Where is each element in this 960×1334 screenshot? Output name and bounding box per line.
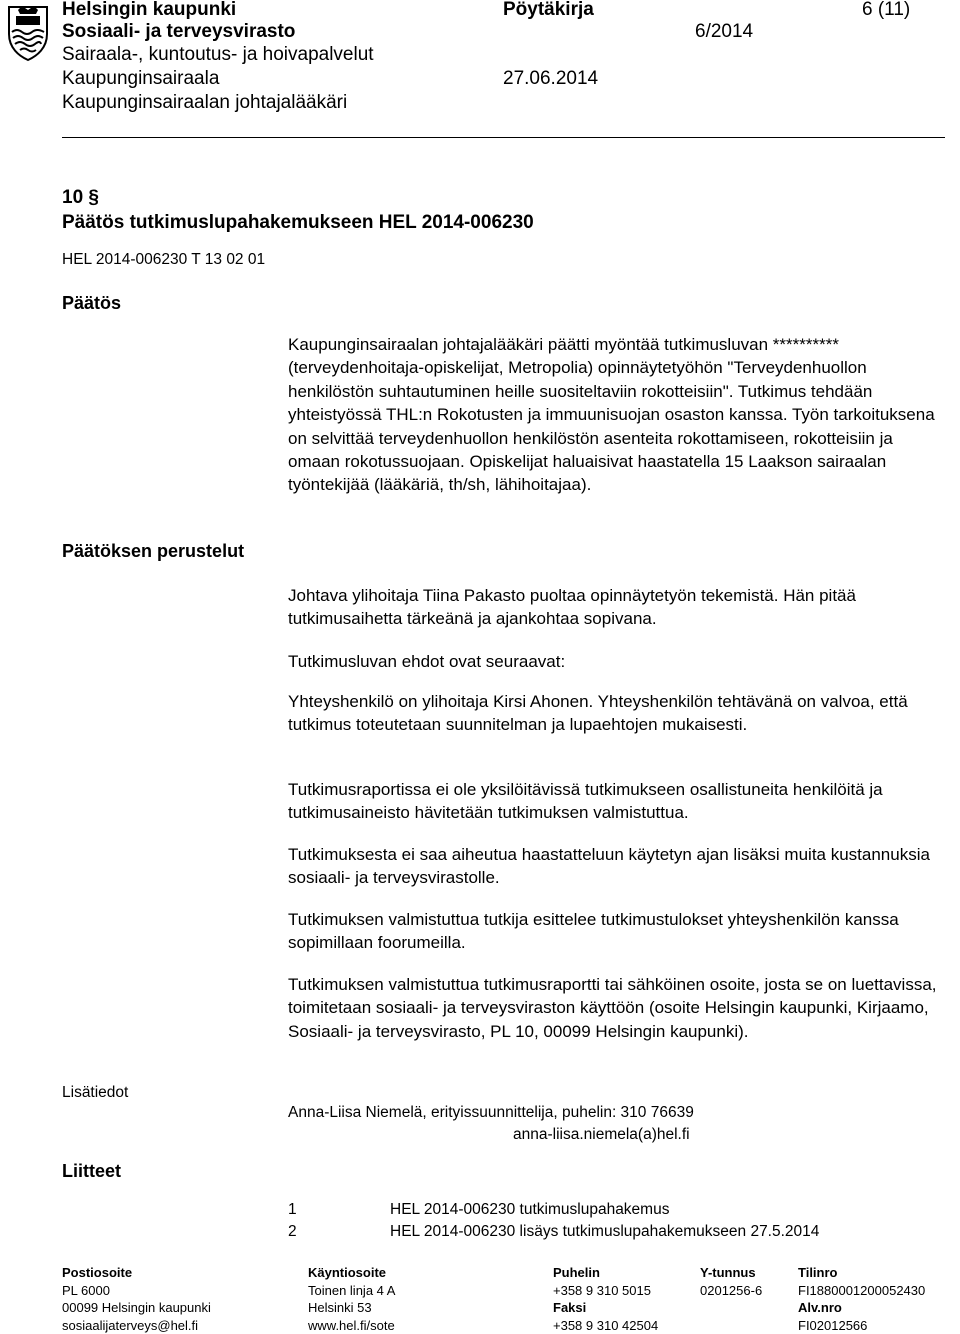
footer-text: FI02012566 bbox=[798, 1317, 925, 1334]
footer-link[interactable]: www.hel.fi/sote bbox=[308, 1317, 395, 1334]
attachment-num: 2 bbox=[288, 1221, 297, 1243]
attachment-link[interactable]: HEL 2014-006230 lisäys tutkimuslupahakemukseen 27.5.2014 bbox=[390, 1221, 819, 1243]
justification-text: Tutkimuksesta ei saa aiheutua haastatteluun käytetyn ajan lisäksi muita kustannuksia sosiaali- ja terveysvirastolle. bbox=[288, 843, 948, 890]
justification-p1 bbox=[288, 584, 948, 631]
doc-date: 27.06.2014 bbox=[503, 67, 598, 91]
label-justification: Päätöksen perustelut bbox=[62, 541, 244, 562]
footer-text: 00099 Helsingin kaupunki bbox=[62, 1299, 211, 1317]
footer-business-id bbox=[700, 1264, 762, 1299]
footer-text: +358 9 310 5015 bbox=[553, 1282, 658, 1300]
decision-text-block bbox=[288, 333, 948, 497]
justification-p4 bbox=[288, 778, 948, 825]
attachment-link[interactable]: HEL 2014-006230 tutkimuslupahakemus bbox=[390, 1199, 669, 1221]
footer-text: Helsinki 53 bbox=[308, 1299, 395, 1317]
footer-postal bbox=[62, 1264, 211, 1334]
header-rule bbox=[62, 137, 945, 138]
footer-visit bbox=[308, 1264, 395, 1334]
footer-text: Toinen linja 4 A bbox=[308, 1282, 395, 1300]
footer-heading: Käyntiosoite bbox=[308, 1264, 395, 1282]
division-name: Sairaala-, kuntoutus- ja hoivapalvelut bbox=[62, 43, 374, 67]
page-number: 6 (11) bbox=[862, 0, 910, 22]
section-sign: § bbox=[88, 187, 99, 208]
justification-p2 bbox=[288, 650, 948, 673]
footer-heading: Faksi bbox=[553, 1299, 658, 1317]
footer-email[interactable]: sosiaalijaterveys@hel.fi bbox=[62, 1317, 211, 1334]
doc-number: 6/2014 bbox=[695, 20, 753, 44]
org-name: Helsingin kaupunki bbox=[62, 0, 236, 22]
footer-heading: Puhelin bbox=[553, 1264, 658, 1282]
footer-text: 0201256-6 bbox=[700, 1282, 762, 1300]
label-more-info: Lisätiedot bbox=[62, 1084, 128, 1102]
footer-heading: Alv.nro bbox=[798, 1299, 925, 1317]
justification-text: Johtava ylihoitaja Tiina Pakasto puoltaa opinnäytetyön tekemistä. Hän pitää tutkimusaihetta tärkeänä ja ajankohtaa sopivana. bbox=[288, 584, 948, 631]
item-reference: HEL 2014-006230 T 13 02 01 bbox=[62, 251, 265, 269]
official-title: Kaupunginsairaalan johtajalääkäri bbox=[62, 91, 347, 115]
justification-p7 bbox=[288, 973, 948, 1043]
decision-text: Kaupunginsairaalan johtajalääkäri päätti myöntää tutkimusluvan ********** (terveydenhoitaja-opiskelijat, Metropolia) opinnäytetyöhön "Terveydenhuollon henkilöstön suhtautuminen heille suositeltaviin rokotteisiin". Tutkimus tehdään yhteistyössä THL:n Rokotusten ja immuunisuojan osaston kanssa. Työn tarkoituksena on selvittää terveydenhuollon henkilöstön asenteita rokottamiseen, rokotteisiin ja omaan rokotussuojaan. Opiskelijat haluaisivat haastatella 15 Laakson sairaalan työntekijää (lääkäriä, th/sh, lähihoitajaa). bbox=[288, 333, 948, 497]
item-number-line bbox=[62, 186, 99, 210]
dept-name: Sosiaali- ja terveysvirasto bbox=[62, 20, 295, 44]
justification-p5 bbox=[288, 843, 948, 890]
justification-text: Yhteyshenkilö on ylihoitaja Kirsi Ahonen. Yhteyshenkilön tehtävänä on valvoa, että tutkimus toteutetaan suunnitelman ja lupaehtojen mukaisesti. bbox=[288, 690, 948, 737]
doc-type: Pöytäkirja bbox=[503, 0, 594, 22]
footer-account bbox=[798, 1264, 925, 1334]
footer-heading: Y-tunnus bbox=[700, 1264, 762, 1282]
footer-text: PL 6000 bbox=[62, 1282, 211, 1300]
footer-text: +358 9 310 42504 bbox=[553, 1317, 658, 1334]
justification-p6 bbox=[288, 908, 948, 955]
justification-text: Tutkimuksen valmistuttua tutkija esittelee tutkimustulokset yhteyshenkilön kanssa sopimillaan foorumeilla. bbox=[288, 908, 948, 955]
justification-text: Tutkimusraportissa ei ole yksilöitävissä tutkimukseen osallistuneita henkilöitä ja tutkimusaineisto hävitetään tutkimuksen valmistuttua. bbox=[288, 778, 948, 825]
item-number: 10 bbox=[62, 187, 83, 208]
justification-p3 bbox=[288, 690, 948, 737]
item-title: Päätös tutkimuslupahakemukseen HEL 2014-006230 bbox=[62, 211, 534, 235]
footer-heading: Postiosoite bbox=[62, 1264, 211, 1282]
label-decision: Päätös bbox=[62, 293, 121, 314]
contact-email: anna-liisa.niemela(a)hel.fi bbox=[513, 1124, 690, 1146]
footer-phone bbox=[553, 1264, 658, 1334]
justification-text: Tutkimusluvan ehdot ovat seuraavat: bbox=[288, 650, 948, 673]
label-attachments: Liitteet bbox=[62, 1161, 121, 1182]
footer-heading: Tilinro bbox=[798, 1264, 925, 1282]
helsinki-crest-logo bbox=[6, 4, 50, 62]
contact-line: Anna-Liisa Niemelä, erityissuunnittelija, puhelin: 310 76639 bbox=[288, 1102, 694, 1124]
footer-text: FI1880001200052430 bbox=[798, 1282, 925, 1300]
attachment-num: 1 bbox=[288, 1199, 297, 1221]
unit-name: Kaupunginsairaala bbox=[62, 67, 219, 91]
justification-text: Tutkimuksen valmistuttua tutkimusraportti tai sähköinen osoite, josta se on luettavissa, toimitetaan sosiaali- ja terveysviraston käyttöön (osoite Helsingin kaupunki, Kirjaamo, Sosiaali- ja terveysvirasto, PL 10, 00099 Helsingin kaupunki). bbox=[288, 973, 948, 1043]
